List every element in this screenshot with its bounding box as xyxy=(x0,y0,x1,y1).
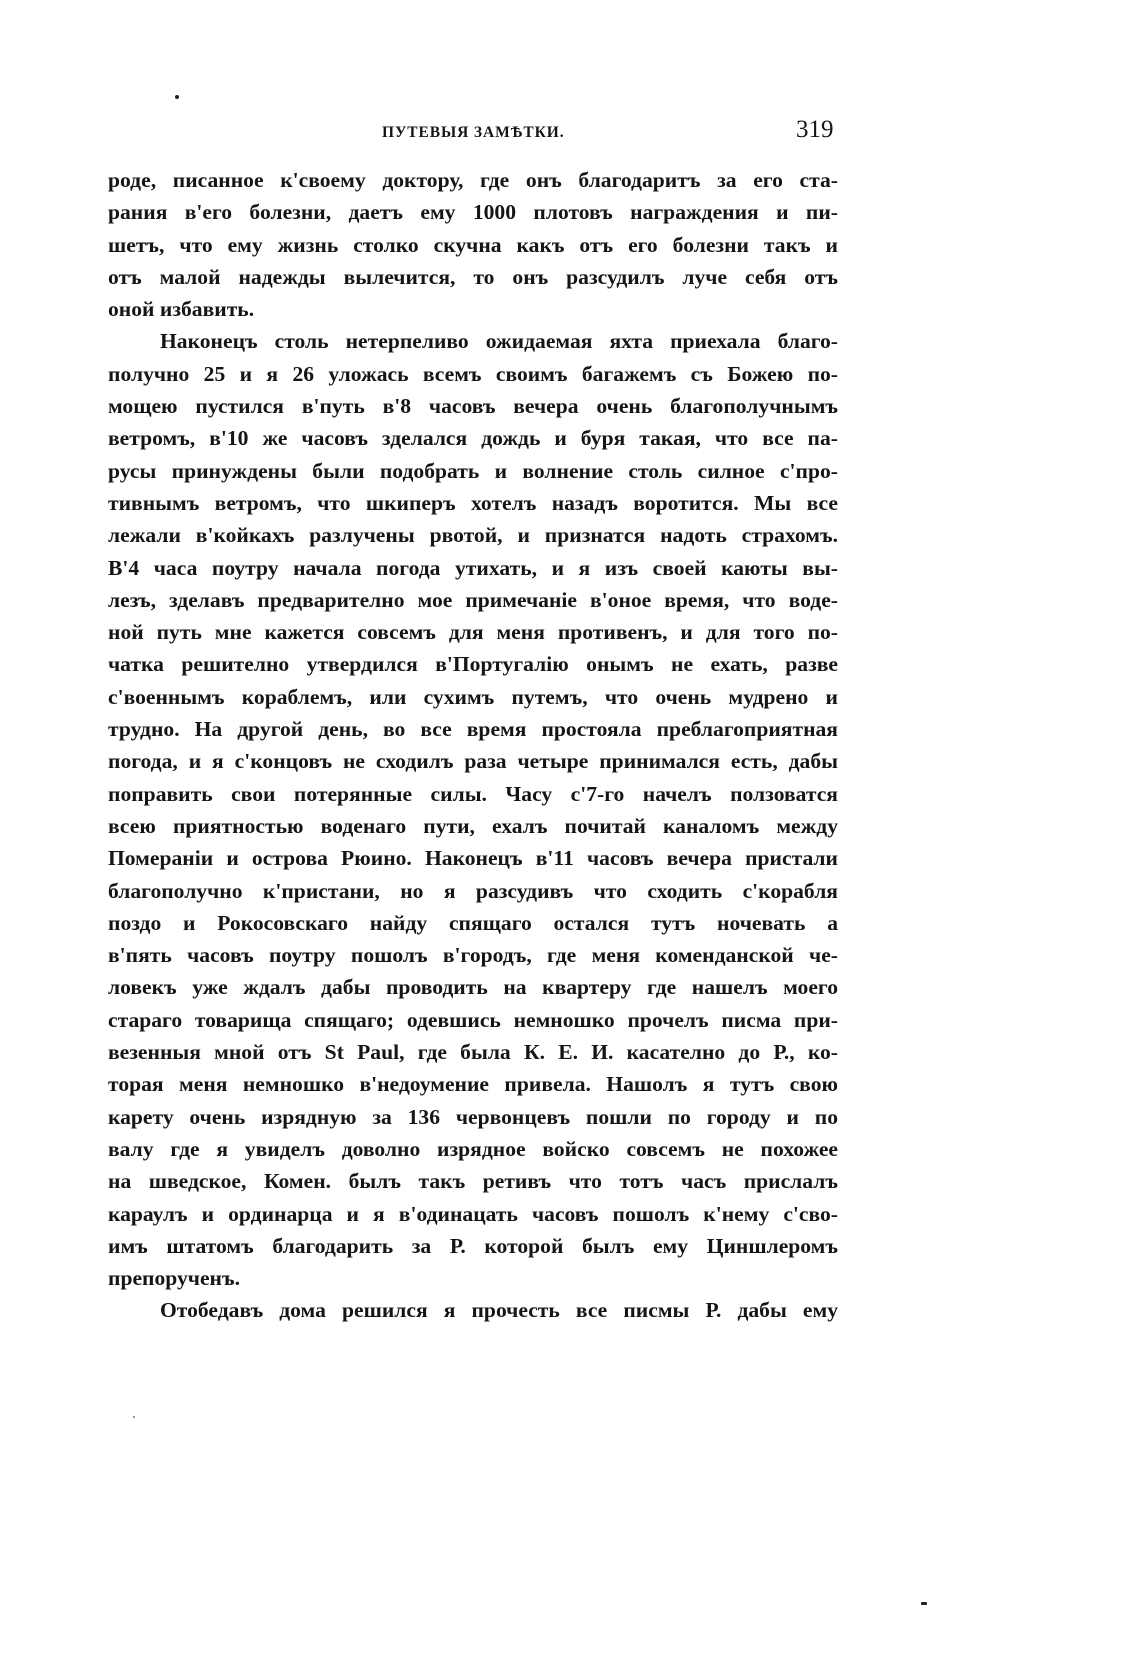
text-line: Помераніи и острова Рюино. Наконецъ в'11 часовъ вечера пристали xyxy=(108,846,838,871)
text-line: с'военнымъ кораблемъ, или сухимъ путемъ, что очень мудрено и xyxy=(108,684,838,709)
text-line: в'пять часовъ поутру пошолъ в'городъ, где меня коменданской че- xyxy=(108,943,838,968)
text-line: имъ штатомъ благодарить за Р. которой былъ ему Циншлеромъ xyxy=(108,1233,838,1258)
text-line: стараго товарища спящаго; одевшись немношко прочелъ писма при- xyxy=(108,1007,838,1032)
text-line: благополучно к'пристани, но я разсудивъ что сходить с'корабля xyxy=(108,878,838,903)
text-line: получно 25 и я 26 уложась всемъ своимъ багажемъ съ Божею по- xyxy=(108,361,838,386)
text-line: всею приятностью воденаго пути, ехалъ почитай каналомъ между xyxy=(108,813,838,838)
text-line: мощею пустился в'путь в'8 часовъ вечера очень благополучнымъ xyxy=(108,394,838,419)
text-line: торая меня немношко в'недоумение привела. Нашолъ я тутъ свою xyxy=(108,1072,838,1097)
text-line: роде, писанное к'своему доктору, где онъ благодаритъ за его ста- xyxy=(108,168,838,192)
text-line: поправить свои потерянные силы. Часу с'7-го начелъ ползоватся xyxy=(108,781,838,806)
text-line: чатка решително утвердился в'Португалію онымъ не ехать, разве xyxy=(108,652,838,677)
text-line: рания в'его болезни, даетъ ему 1000 плотовъ награждения и пи- xyxy=(108,200,838,225)
running-title: ПУТЕВЫЯ ЗАМѢТКИ. xyxy=(382,124,565,141)
text-line: поздо и Рокосовскаго найду спящаго остался тутъ ночевать а xyxy=(108,910,838,935)
text-line: шетъ, что ему жизнь столко скучна какъ отъ его болезни такъ и xyxy=(108,232,838,257)
text-line: на шведское, Комен. былъ такъ ретивъ что тотъ часъ прислалъ xyxy=(108,1169,838,1194)
ink-speck xyxy=(921,1602,927,1605)
text-line: караулъ и ординарца и я в'одинацать часовъ пошолъ к'нему с'сво- xyxy=(108,1201,838,1226)
text-line: погода, и я с'концовъ не сходилъ раза четыре принимался есть, дабы xyxy=(108,749,838,774)
text-line: валу где я увиделъ доволно изрядное войско совсемъ не похожее xyxy=(108,1136,838,1161)
text-line: Отобедавъ дома решился я прочесть все писмы Р. дабы ему xyxy=(160,1298,838,1323)
text-line: русы принуждены были подобрать и волнение столь силное с'про- xyxy=(108,458,838,483)
text-line: оной избавить. xyxy=(108,297,255,322)
text-line: Наконецъ столь нетерпеливо ожидаемая яхта приехала благо- xyxy=(160,329,838,354)
text-line: карету очень изрядную за 136 червонцевъ пошли по городу и по xyxy=(108,1104,838,1129)
text-line: везенныя мной отъ St Paul, где была К. Е. И. касателно до Р., ко- xyxy=(108,1040,838,1065)
page-body xyxy=(108,164,838,1327)
text-line: ветромъ, в'10 же часовъ зделался дождь и буря такая, что все па- xyxy=(108,426,838,451)
ink-speck xyxy=(175,95,179,99)
text-line: трудно. На другой день, во все время простояла преблагоприятная xyxy=(108,717,838,742)
text-line: препорученъ. xyxy=(108,1266,240,1291)
page-number: 319 xyxy=(796,116,834,143)
text-line: отъ малой надежды вылечится, то онъ разсудилъ луче себя отъ xyxy=(108,264,838,289)
text-line: ной путь мне кажется совсемъ для меня противенъ, и для того по- xyxy=(108,620,838,645)
text-line: лезъ, зделавъ предварително мое примечаніе в'оное время, что воде- xyxy=(108,587,838,612)
text-line: тивнымъ ветромъ, что шкиперъ хотелъ назадъ воротится. Мы все xyxy=(108,490,838,515)
text-line: лежали в'койкахъ разлучены рвотой, и признатся надоть страхомъ. xyxy=(108,523,838,548)
text-line: В'4 часа поутру начала погода утихать, и я изъ своей каюты вы- xyxy=(108,555,838,580)
ink-speck xyxy=(133,1416,135,1418)
text-line: ловекъ уже ждалъ дабы проводить на квартеру где нашелъ моего xyxy=(108,975,838,1000)
